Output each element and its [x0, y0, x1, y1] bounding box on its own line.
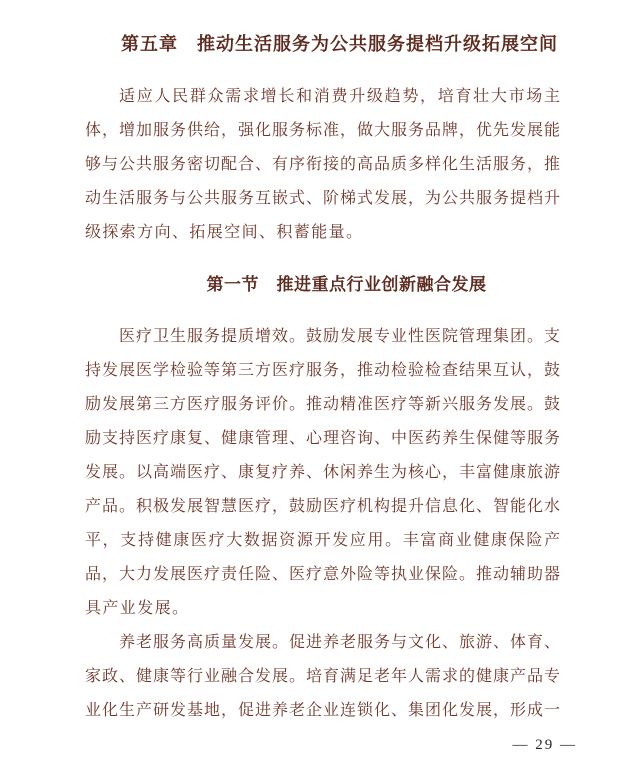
text-line: 励支持医疗康复、健康管理、心理咨询、中医药养生保健等服务 — [85, 430, 560, 447]
chapter-title: 第五章 推动生活服务为公共服务提档升级拓展空间 — [121, 34, 558, 54]
text-line: 持发展医学检验等第三方医疗服务，推动检验检查结果互认，鼓 — [85, 362, 560, 379]
text-line: 励发展第三方医疗服务评价。推动精准医疗等新兴服务发展。鼓 — [85, 396, 560, 413]
text-line: 业化生产研发基地，促进养老企业连锁化、集团化发展，形成一 — [85, 702, 560, 719]
text-line: 平，支持健康医疗大数据资源开发应用。丰富商业健康保险产 — [85, 532, 560, 549]
text-line: 动生活服务与公共服务互嵌式、阶梯式发展，为公共服务提档升 — [85, 190, 560, 207]
text-line: 医疗卫生服务提质增效。鼓励发展专业性医院管理集团。支 — [119, 328, 560, 345]
text-line: 够与公共服务密切配合、有序衔接的高品质多样化生活服务，推 — [85, 156, 560, 173]
paragraph — [85, 320, 560, 626]
text-line: 养老服务高质量发展。促进养老服务与文化、旅游、体育、 — [119, 634, 560, 651]
text-line: 家政、健康等行业融合发展。培育满足老年人需求的健康产品专 — [85, 668, 560, 685]
paragraph — [85, 80, 560, 250]
text-line: 适应人民群众需求增长和消费升级趋势，培育壮大市场主 — [119, 88, 560, 105]
text-line: 具产业发展。 — [85, 600, 190, 617]
text-line: 级探索方向、拓展空间、积蓄能量。 — [85, 224, 364, 241]
text-line: 发展。以高端医疗、康复疗养、休闲养生为核心，丰富健康旅游 — [85, 464, 560, 481]
section-heading: 第一节 推进重点行业创新融合发展 — [206, 275, 487, 294]
page-number: — 29 — — [512, 737, 577, 753]
text-line: 品，大力发展医疗责任险、医疗意外险等执业保险。推动辅助器 — [85, 566, 560, 583]
document-body — [85, 80, 560, 728]
text-line: 体，增加服务供给，强化服务标准，做大服务品牌，优先发展能 — [85, 122, 560, 139]
paragraph — [85, 626, 560, 728]
text-line: 产品。积极发展智慧医疗，鼓励医疗机构提升信息化、智能化水 — [85, 498, 560, 515]
